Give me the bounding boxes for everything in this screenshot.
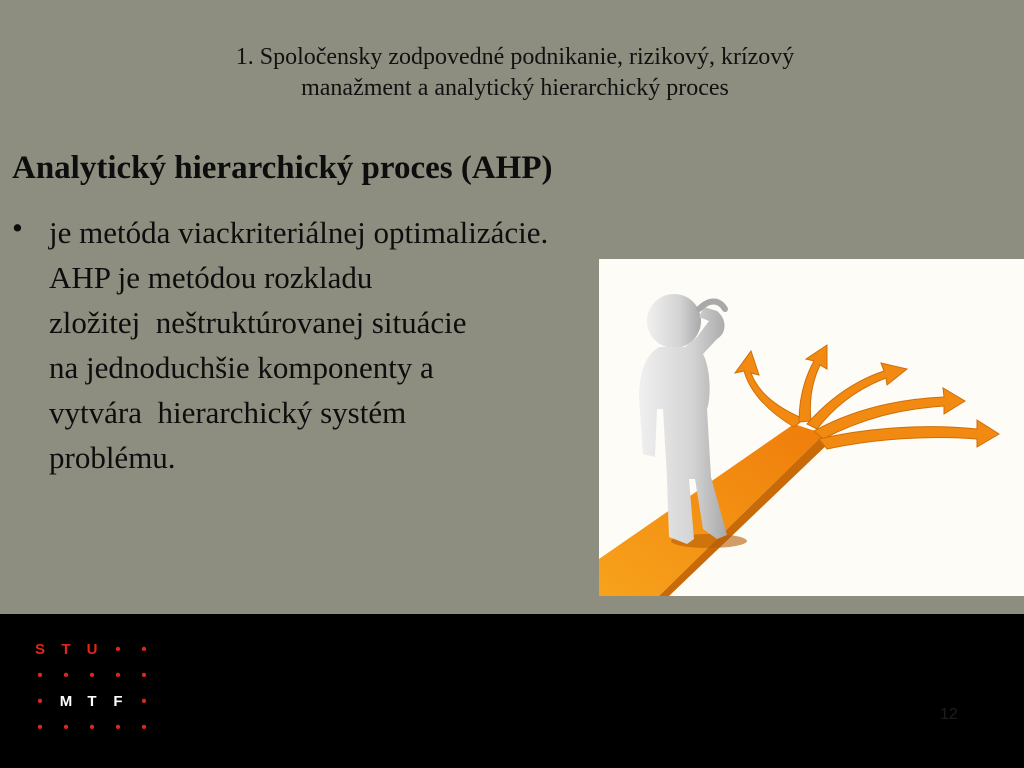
logo-letter: T (87, 693, 97, 710)
logo-dot: • (63, 667, 69, 684)
logo-letter: F (113, 693, 123, 710)
title-line-1: 1. Spoločensky zodpovedné podnikanie, rizikový, krízový (235, 44, 795, 70)
title-line-2: manažment a analytický hierarchický proces (301, 75, 729, 101)
bullet-line: vytvára hierarchický systém (49, 395, 407, 430)
slide-title (60, 42, 970, 104)
bullet-line: problému. (49, 440, 176, 475)
logo-dot: • (37, 667, 43, 684)
thinking-person-crossroads-icon (599, 259, 1024, 596)
logo-letter: U (86, 641, 98, 658)
logo-dot: • (63, 719, 69, 736)
logo-dot: • (141, 693, 147, 710)
logo-dot: • (141, 719, 147, 736)
logo-dot: • (89, 667, 95, 684)
logo-dot: • (115, 667, 121, 684)
logo-dot: • (89, 719, 95, 736)
logo-dot: • (141, 641, 147, 658)
logo-dot: • (37, 719, 43, 736)
section-heading: Analytický hierarchický proces (AHP) (12, 150, 553, 186)
bullet-line: zložitej neštruktúrovanej situácie (49, 305, 467, 340)
logo-dot: • (115, 719, 121, 736)
logo-dot: • (141, 667, 147, 684)
logo-dot: • (37, 693, 43, 710)
logo-letter: M (59, 693, 73, 710)
bullet-line: je metóda viackriteriálnej optimalizácie. (49, 215, 549, 250)
footer-bar (0, 614, 1024, 768)
bullet-line: AHP je metódou rozkladu (49, 260, 373, 295)
logo-letter: T (61, 641, 71, 658)
logo-dot: • (115, 641, 121, 658)
page-number: 12 (940, 706, 958, 723)
stu-mtf-logo (30, 640, 160, 740)
bullet-marker: • (12, 210, 23, 245)
bullet-line: na jednoduchšie komponenty a (49, 350, 434, 385)
logo-letter: S (34, 641, 45, 658)
